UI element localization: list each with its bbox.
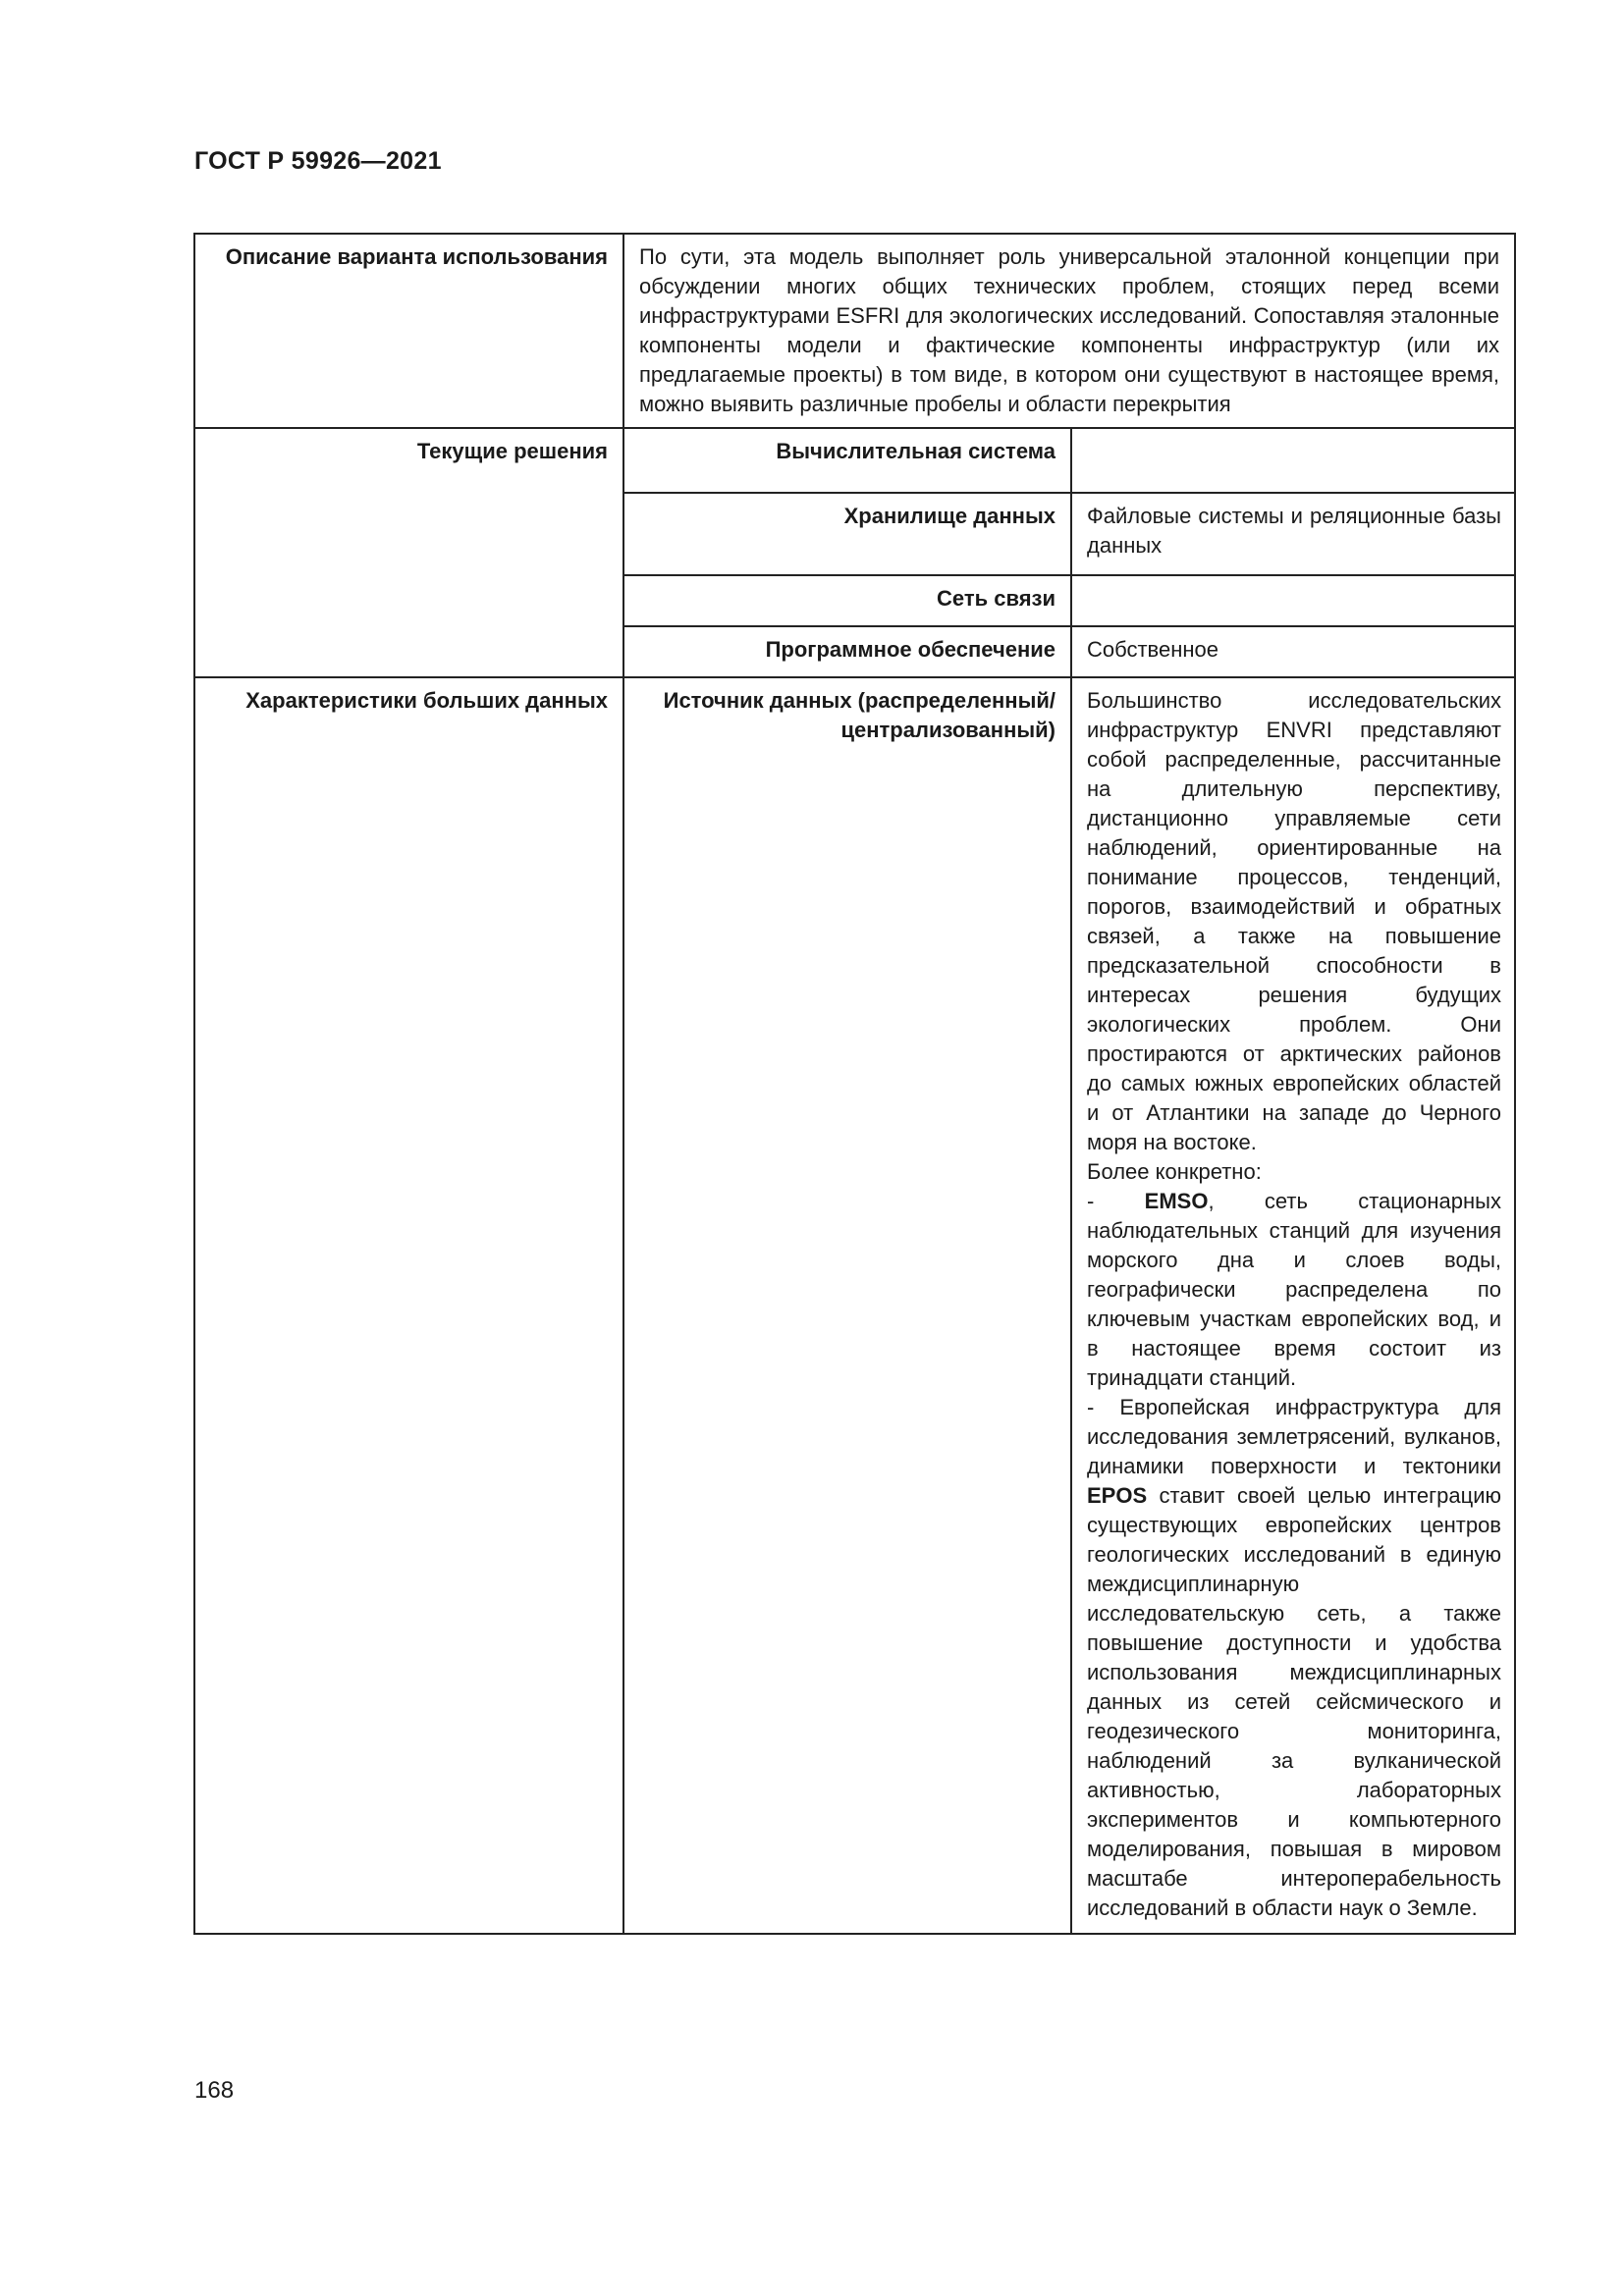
emso-text: , сеть стационарных наблюдательных станций для изучения морского дна и слоев воды, географически распределена по ключевым участкам европейских вод, и в настоящее время состоит из тринадцати станций. [1087,1189,1501,1390]
epos-text-before: - Европейская инфраструктура для исследования землетрясений, вулканов, динамики поверхности и тектоники [1087,1395,1501,1478]
table-row [194,234,1515,428]
use-case-table [193,233,1516,1935]
solution-name: Сеть связи [624,575,1071,626]
row-label-big-data: Характеристики больших данных [194,677,623,1934]
epos-text-after: ставит своей целью интеграцию существующих европейских центров геологических исследований в единую междисциплинарную исследовательскую сеть, а также повышение доступности и удобства использования междисциплинарных данных из сетей сейсмического и геодезического мониторинга, наблюдений за вулканической активностью, лабораторных экспериментов и компьютерного моделирования, повышая в мировом масштабе интероперабельность исследований в области наук о Земле. [1087,1483,1501,1920]
data-source-description [1071,678,1516,1933]
data-source-label: Источник данных (распределенный/ централизованный) [624,678,1071,1933]
big-data-table [624,678,1516,1933]
table-row [194,677,1515,1934]
row-label-current-solutions: Текущие решения [194,428,623,677]
current-solutions-table [624,429,1516,676]
table-row [194,428,1515,677]
document-header: ГОСТ Р 59926—2021 [194,147,442,175]
big-data-cell [623,677,1515,1934]
data-source-more: Более конкретно: [1087,1159,1262,1184]
list-dash: - [1087,1189,1145,1213]
current-solutions-cell [623,428,1515,677]
table-row [624,626,1516,676]
solution-name: Вычислительная система [624,429,1071,493]
table-row [624,575,1516,626]
epos-term: EPOS [1087,1483,1148,1508]
list-item-epos [1087,1393,1501,1923]
table-row [624,429,1516,493]
solution-value: Собственное [1071,626,1516,676]
solution-value [1071,429,1516,493]
emso-term: EMSO [1144,1189,1209,1213]
list-item-emso [1087,1187,1501,1393]
data-source-intro: Большинство исследовательских инфраструктур ENVRI представляют собой распределенные, рассчитанные на длительную перспективу, дистанционно управляемые сети наблюдений, ориентированные на понимание процессов, тенденций, порогов, взаимодействий и обратных связей, а также на повышение предсказательной способности в интересах решения будущих экологических проблем. Они простираются от арктических районов до самых южных европейских областей и от Атлантики на западе до Черного моря на востоке. [1087,688,1501,1154]
solution-value: Файловые системы и реляционные базы данных [1071,493,1516,575]
row-label-description: Описание варианта использования [194,234,623,428]
solution-name: Программное обеспечение [624,626,1071,676]
table-row [624,678,1516,1933]
page-number: 168 [194,2077,235,2104]
table-row [624,493,1516,575]
solution-name: Хранилище данных [624,493,1071,575]
row-value-description: По сути, эта модель выполняет роль универсальной эталонной концепции при обсуждении многих общих технических проблем, стоящих перед всеми инфраструктурами ESFRI для экологических исследований. Сопоставляя эталонные компоненты модели и фактические компоненты инфраструктур (или их предлагаемые проекты) в том виде, в котором они существуют в настоящее время, можно выявить различные пробелы и области перекрытия [623,234,1515,428]
solution-value [1071,575,1516,626]
